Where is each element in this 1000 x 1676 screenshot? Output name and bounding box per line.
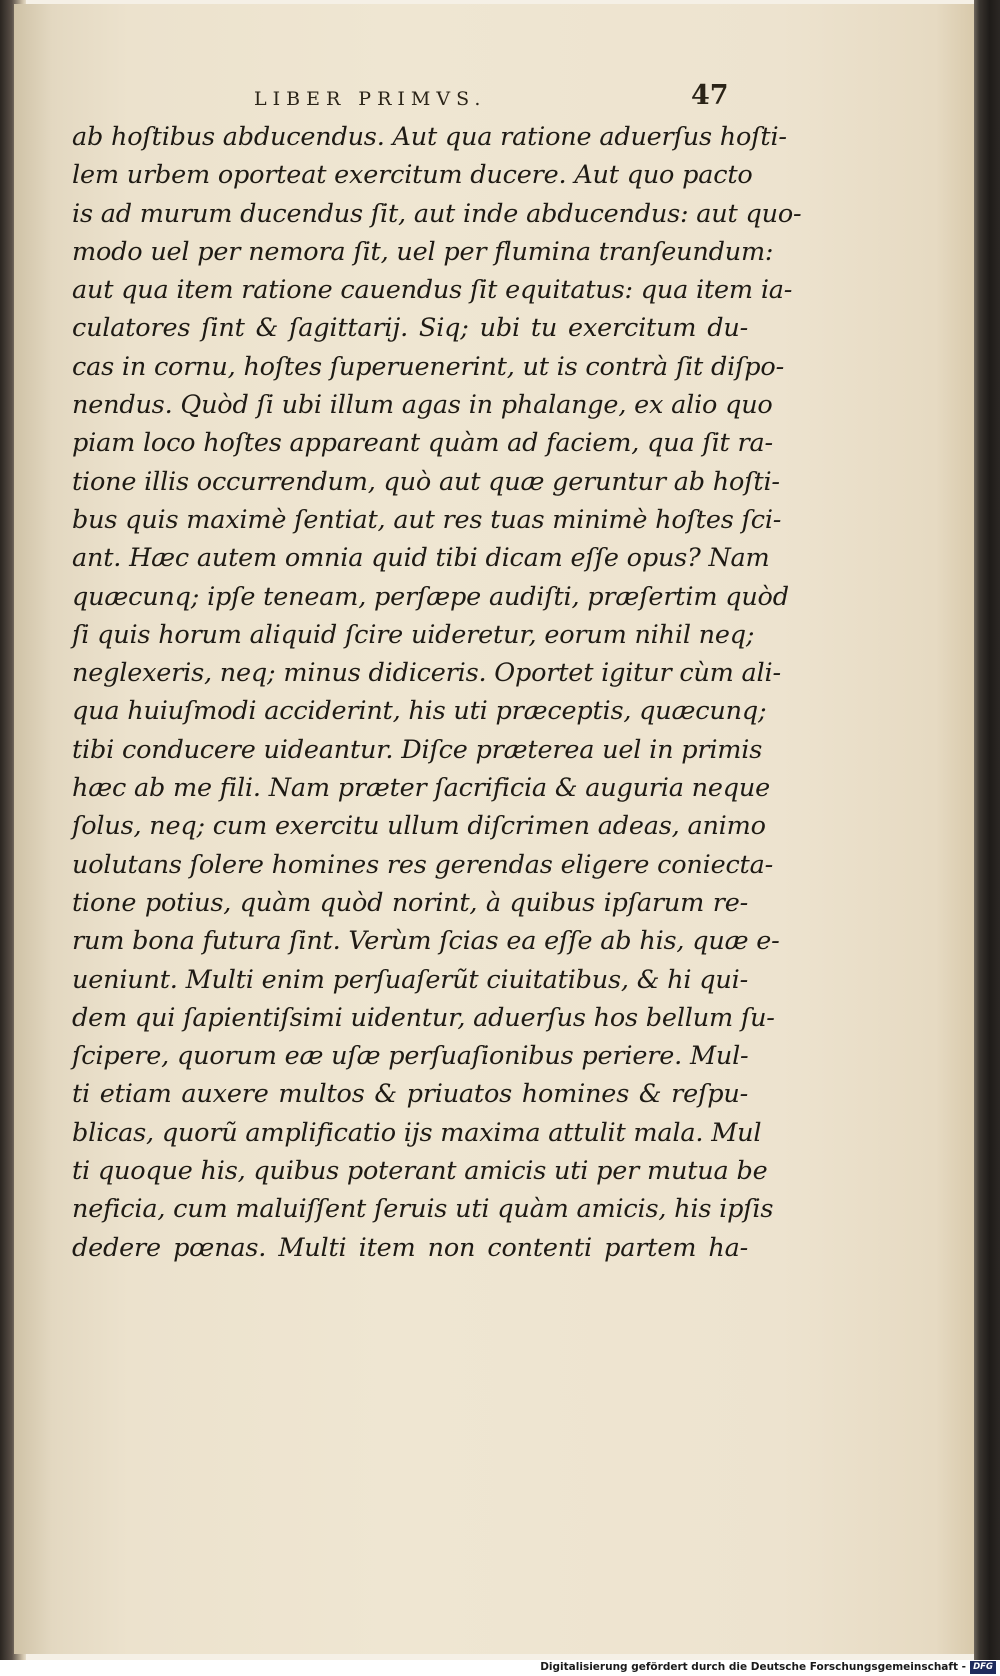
text-line: quæcunq; ipſe teneam, perſæpe audiſti, præſertim quòd [72, 581, 789, 612]
funding-credit: Digitalisierung gefördert durch die Deutsche Forschungsgemeinschaft - [540, 1661, 966, 1673]
text-line: nendus. Quòd ſi ubi illum agas in phalange, ex alio quo [72, 390, 773, 421]
text-line: neglexeris, neq; minus didiceris. Oportet igitur cùm ali- [72, 658, 781, 689]
text-line: qua huiuſmodi acciderint, his uti præceptis, quæcunq; [72, 696, 767, 727]
page-number: 47 [691, 80, 729, 111]
text-line: lem urbem oporteat exercitum ducere. Aut quo pacto [72, 160, 753, 191]
text-line: dedere pœnas. Multi item non contenti partem ha- [72, 1232, 748, 1263]
footer-bar [0, 1660, 1000, 1676]
text-line: dem qui ſapientiſsimi uidentur, aduerſus hos bellum ſu- [72, 1002, 775, 1033]
text-line: ſolus, neq; cum exercitu ullum diſcrimen adeas, animo [72, 811, 766, 842]
dfg-logo: DFG [970, 1661, 996, 1674]
text-line: ti etiam auxere multos & priuatos homines & reſpu- [72, 1079, 748, 1110]
text-line: culatores ſint & ſagittarij. Siq; ubi tu exercitum du- [72, 313, 748, 344]
text-line: tibi conducere uideantur. Diſce præterea uel in primis [72, 734, 763, 765]
page-header [254, 80, 734, 114]
page-edge-shadow [974, 0, 1000, 1660]
text-line: ueniunt. Multi enim perſuaſerũt ciuitatibus, & hi qui- [72, 964, 748, 995]
text-line: ab hoſtibus abducendus. Aut qua ratione aduerſus hoſti- [72, 122, 787, 152]
text-line: ti quoque his, quibus poterant amicis uti per mutua be [72, 1156, 768, 1187]
running-head: LIBER PRIMVS. [254, 88, 487, 110]
text-line: is ad murum ducendus ſit, aut inde abducendus: aut quo- [72, 198, 802, 229]
text-line: piam loco hoſtes appareant quàm ad faciem, qua ſit ra- [72, 428, 773, 459]
text-line: tione illis occurrendum, quò aut quæ geruntur ab hoſti- [72, 466, 780, 497]
text-line: blicas, quorũ amplificatio iјs maxima attulit mala. Mul [72, 1117, 762, 1148]
body-text [72, 118, 802, 1267]
text-line: tione potius, quàm quòd norint, à quibus ipſarum re- [72, 887, 748, 918]
text-line: ſcipere, quorum eæ uſæ perſuaſionibus periere. Mul- [72, 1041, 749, 1072]
text-line: cas in cornu, hoſtes ſuperuenerint, ut is contrà ſit diſpo- [72, 351, 784, 382]
text-line: modo uel per nemora ſit, uel per flumina tranſeundum: [72, 236, 774, 267]
text-line: ant. Hæc autem omnia quid tibi dicam eſſe opus? Nam [72, 543, 770, 574]
book-page [14, 4, 976, 1654]
text-line: uolutans ſolere homines res gerendas eligere coniecta- [72, 849, 774, 880]
text-line: aut qua item ratione cauendus ſit equitatus: qua item ia- [72, 275, 793, 306]
text-line: hæc ab me fili. Nam præter ſacrificia & auguria neque [72, 773, 771, 804]
text-line: bus quis maximè ſentiat, aut res tuas minimè hoſtes ſci- [72, 504, 782, 535]
text-line: neficia, cum maluiſſent ſeruis uti quàm amicis, his ipſis [72, 1194, 774, 1225]
text-line: rum bona futura ſint. Verùm ſcias ea eſſe ab his, quæ e- [72, 926, 780, 957]
text-line: ſi quis horum aliquid ſcire uideretur, eorum nihil neq; [72, 619, 755, 650]
